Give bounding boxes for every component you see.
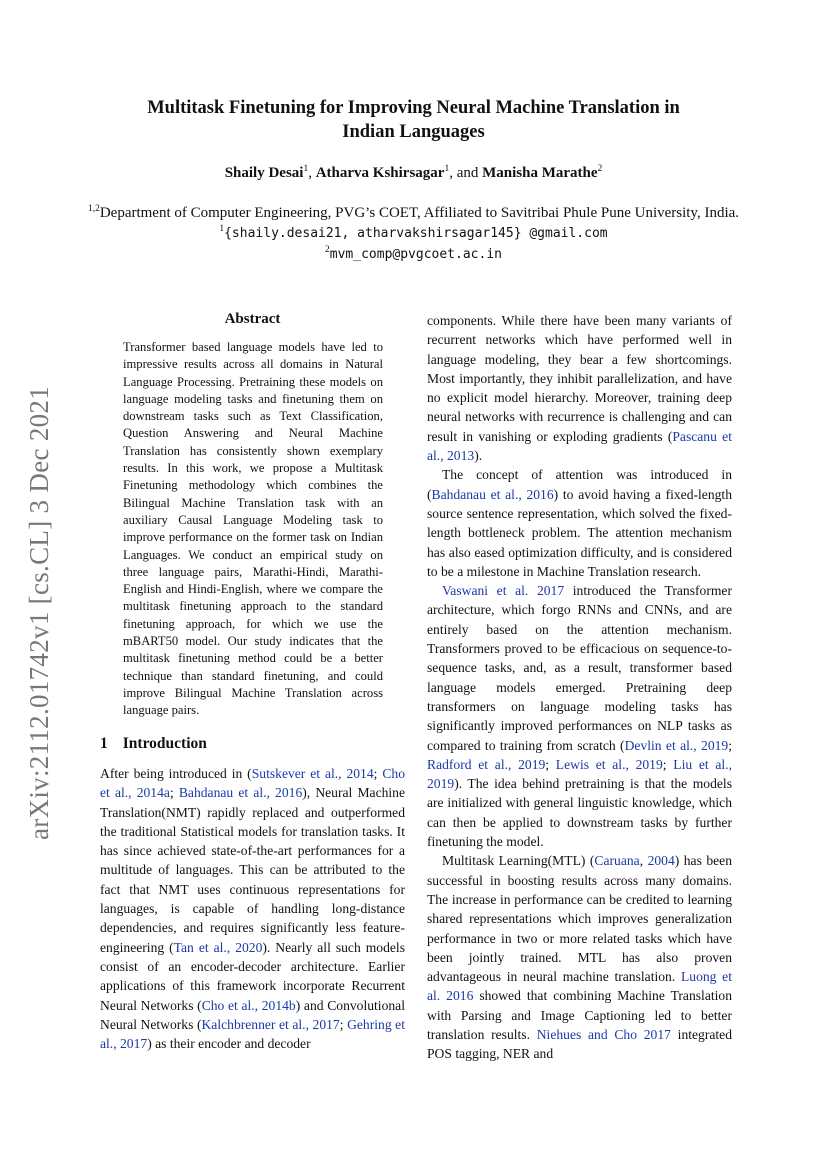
section-title: Introduction (122, 735, 207, 752)
citation-link[interactable]: Lewis et al., 2019 (555, 756, 663, 772)
intro-paragraph-1: After being introduced in (Sutskever et al., 2014; Cho et al., 2014a; Bahdanau et al., 2016), Neural Machine Translation(NMT) rapidly replaced and outperformed the traditional Statistical models for translation tasks. It has since achieved state-of-the-art performances for a multitude of languages. This can be attributed to the fact that NMT uses continuous representations for languages, is capable of handling long-distance dependencies, and requires significantly less feature-engineering (Tan et al., 2020). Nearly all such models consist of an encoder-decoder architecture. Earlier applications of this framework incorporate Recurrent Neural Networks (Cho et al., 2014b) and Convolutional Neural Networks (Kalchbrenner et al., 2017; Gehring et al., 2017) as their encoder and decoder (100, 766, 406, 1052)
left-column-body (100, 764, 405, 1053)
citation-link[interactable]: Kalchbrenner et al., 2017 (201, 1016, 340, 1032)
email-1-sup: 1 (219, 224, 225, 234)
email-1: {shaily.desai21, atharvakshirsagar145} @gmail.com (224, 226, 608, 241)
affiliation-line (0, 203, 827, 223)
citation-link[interactable]: Liu et al., 2019 (427, 756, 732, 792)
abstract-text: Transformer based language models have led to impressive results across all domains in Natural Language Processing. Pretraining these models on language modeling tasks and finetuning them on downstream tasks such as Text Classification, Question Answering and Neural Machine Translation has consistently shown exemplary results. In this work, we propose a Multitask Finetuning methodology which combines the Bilingual Machine Translation task with an auxiliary Causal Language Modeling task to improve performance on the former task on Indian Languages. We conduct an empirical study on three language pairs, Marathi-Hindi, Marathi-English and Hindi-English, where we compare the multitask finetuning approach to the standard finetuning approach, for which we use the mBART50 model. Our study indicates that the multitask finetuning method could be a better technique than standard finetuning, and could improve Bilingual Machine Translation across language pairs. (123, 340, 383, 718)
citation-link[interactable]: Tan et al., 2020 (173, 939, 263, 955)
citation-link[interactable]: 2004 (647, 853, 675, 869)
affiliation-text: Department of Computer Engineering, PVG’s COET, Affiliated to Savitribai Phule Pune University, India. (99, 205, 740, 221)
citation-link[interactable]: Luong et al. 2016 (427, 969, 732, 1004)
title-line-2: Indian Languages (342, 122, 485, 142)
citation-link[interactable]: Niehues and Cho 2017 (536, 1026, 671, 1042)
citation-link[interactable]: Vaswani et al. 2017 (442, 583, 565, 599)
citation-link[interactable]: Pascanu et al., 2013 (427, 428, 732, 464)
citation-link[interactable]: Caruana (594, 853, 640, 869)
right-column-body (427, 311, 732, 1064)
author-1: Shaily Desai (224, 165, 304, 181)
citation-link[interactable]: Radford et al., 2019 (427, 756, 546, 772)
citation-link[interactable]: Cho et al., 2014b (201, 997, 296, 1013)
author-1-sup: 1 (303, 164, 309, 174)
email-2: mvm_comp@pvgcoet.ac.in (329, 247, 502, 262)
author-3: Manisha Marathe (482, 165, 598, 181)
citation-link[interactable]: Devlin et al., 2019 (624, 737, 729, 753)
citation-link[interactable]: Gehring et al., 2017 (100, 1016, 405, 1052)
arxiv-stamp: arXiv:2112.01742v1 [cs.CL] 3 Dec 2021 (24, 385, 54, 840)
citation-link[interactable]: Bahdanau et al., 2016 (178, 785, 303, 801)
intro-paragraph-3: Vaswani et al. 2017 introduced the Transformer architecture, which forgo RNNs and CNNs, and are entirely based on the attention mechanism. Transformers proved to be efficacious on sequence-to-sequence tasks, and, as a result, transformer based language models emerged. Pretraining deep transformers on language modeling tasks has significantly improved performances on NLP tasks as compared to training from scratch (Devlin et al., 2019; Radford et al., 2019; Lewis et al., 2019; Liu et al., 2019). The idea behind pretraining is that the models are initialized with general linguistic knowledge, which can then be applied to downstream tasks by further finetuning the model. (427, 583, 732, 850)
email-line-1 (0, 223, 827, 244)
citation-link[interactable]: Sutskever et al., 2014 (251, 766, 374, 781)
paper-title (0, 96, 827, 144)
email-line-2 (0, 244, 827, 265)
email-2-sup: 2 (325, 245, 330, 255)
affiliation-sup: 1,2 (87, 204, 100, 214)
citation-link[interactable]: Cho et al., 2014a (100, 766, 405, 801)
author-2: Atharva Kshirsagar (315, 165, 445, 181)
author-conjunction: , and (449, 165, 483, 181)
intro-paragraph-1-cont: components. While there have been many variants of recurrent networks which have performed well in language modeling, they bear a few shortcomings. Most importantly, they inhibit parallelization, and have no explicit model hierarchy. Moreover, training deep neural networks with recurrence is challenging and can result in vanishing or exploding gradients (Pascanu et al., 2013). (427, 313, 732, 464)
title-line-1: Multitask Finetuning for Improving Neural Machine Translation in (147, 98, 680, 118)
affiliations (0, 203, 827, 265)
section-heading-introduction (100, 735, 222, 753)
abstract-heading: Abstract (224, 311, 281, 327)
intro-paragraph-2: The concept of attention was introduced in (Bahdanau et al., 2016) to avoid having a fixed-length source sentence representation, which solved the fixed-length bottleneck problem. The attention mechanism has also eased optimization difficulty, and is considered to be a milestone in Machine Translation research. (427, 467, 733, 579)
author-list: Shaily Desai$^1$, Atharva Kshirsagar$^1$, and Manisha Marathe$^2$ (224, 164, 603, 181)
author-3-sup: 2 (597, 164, 603, 174)
intro-paragraph-4: Multitask Learning(MTL) (Caruana, 2004) has been successful in boosting results across many domains. The increase in performance can be credited to learning shared representations which improves generalization performance in two or more related tasks which have been jointly trained. MTL has also proven advantageous in neural machine translation. Luong et al. 2016 showed that combining Machine Translation with Parsing and Image Captioning led to better translation results. Niehues and Cho 2017 integrated POS tagging, NER and (427, 853, 733, 1062)
citation-link[interactable]: Bahdanau et al., 2016 (431, 486, 554, 502)
section-number: 1 (100, 735, 108, 752)
author-2-sup: 1 (444, 164, 450, 174)
